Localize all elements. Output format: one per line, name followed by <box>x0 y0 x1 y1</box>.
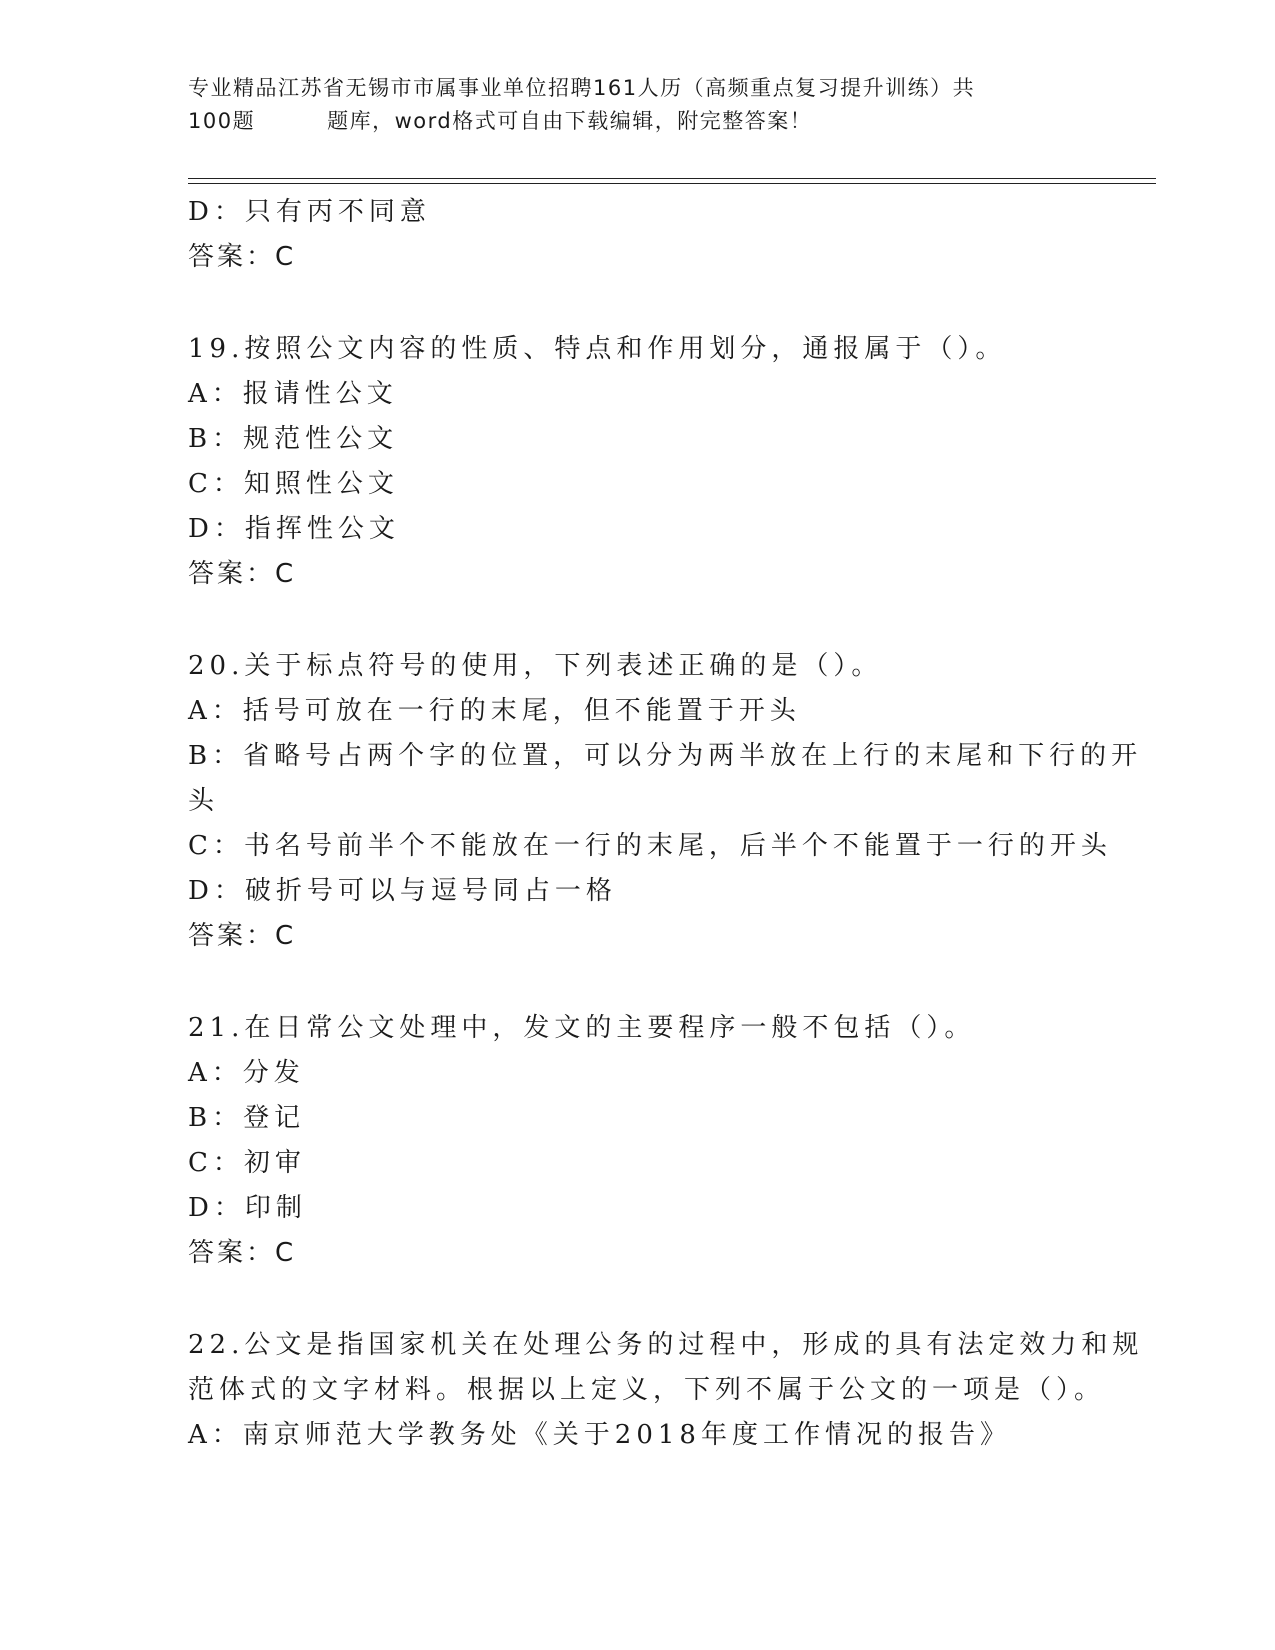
spacer <box>188 1276 1088 1323</box>
answer-line: 答案：C <box>188 1238 297 1268</box>
option-b: B：规范性公文 <box>188 424 399 454</box>
option-d: D：印制 <box>188 1193 307 1223</box>
option-d: D：只有丙不同意 <box>188 197 431 227</box>
option-d: D：破折号可以与逗号同占一格 <box>188 876 617 906</box>
option-a: A：分发 <box>188 1058 305 1088</box>
option-c: C：知照性公文 <box>188 469 399 499</box>
option-b-line-2: 头 <box>188 786 220 816</box>
option-c: C：初审 <box>188 1148 306 1178</box>
header-divider-bottom <box>188 183 1156 184</box>
question-stem: 21.在日常公文处理中，发文的主要程序一般不包括（）。 <box>188 1013 976 1043</box>
answer-line: 答案：C <box>188 242 297 272</box>
question-stem: 19.按照公文内容的性质、特点和作用划分，通报属于（）。 <box>188 334 1007 364</box>
option-c: C：书名号前半个不能放在一行的末尾，后半个不能置于一行的开头 <box>188 831 1112 861</box>
answer-line: 答案：C <box>188 559 297 589</box>
option-d: D：指挥性公文 <box>188 514 400 544</box>
option-b: B：登记 <box>188 1103 306 1133</box>
option-a: A：报请性公文 <box>188 379 398 409</box>
header-title-line-1: 专业精品江苏省无锡市市属事业单位招聘161人历（高频重点复习提升训练）共 <box>188 76 976 100</box>
header-title-line-2 <box>188 105 1088 138</box>
option-b-line-1: B：省略号占两个字的位置，可以分为两半放在上行的末尾和下行的开 <box>188 741 1143 771</box>
question-block-19 <box>188 327 1088 597</box>
question-list <box>188 190 1144 1458</box>
question-block-18-tail <box>188 190 1088 280</box>
spacer <box>188 597 1088 644</box>
answer-line: 答案：C <box>188 921 297 951</box>
header-divider-top <box>188 178 1156 179</box>
option-a: A：括号可放在一行的末尾，但不能置于开头 <box>188 696 801 726</box>
question-stem-line-1: 22.公文是指国家机关在处理公务的过程中，形成的具有法定效力和规 <box>188 1330 1144 1360</box>
question-stem-line-2: 范体式的文字材料。根据以上定义，下列不属于公文的一项是（）。 <box>188 1375 1106 1405</box>
question-block-20 <box>188 644 1143 959</box>
question-stem: 20.关于标点符号的使用，下列表述正确的是（）。 <box>188 651 883 681</box>
question-block-21 <box>188 1006 1088 1276</box>
header-question-count: 100题 <box>188 109 256 133</box>
option-a: A：南京师范大学教务处《关于2018年度工作情况的报告》 <box>188 1420 1011 1450</box>
spacer <box>188 959 1088 1006</box>
header-subtitle: 题库，word格式可自由下载编辑，附完整答案！ <box>327 109 813 133</box>
document-header <box>188 72 1088 138</box>
spacer <box>188 280 1088 327</box>
question-block-22 <box>188 1323 1144 1458</box>
